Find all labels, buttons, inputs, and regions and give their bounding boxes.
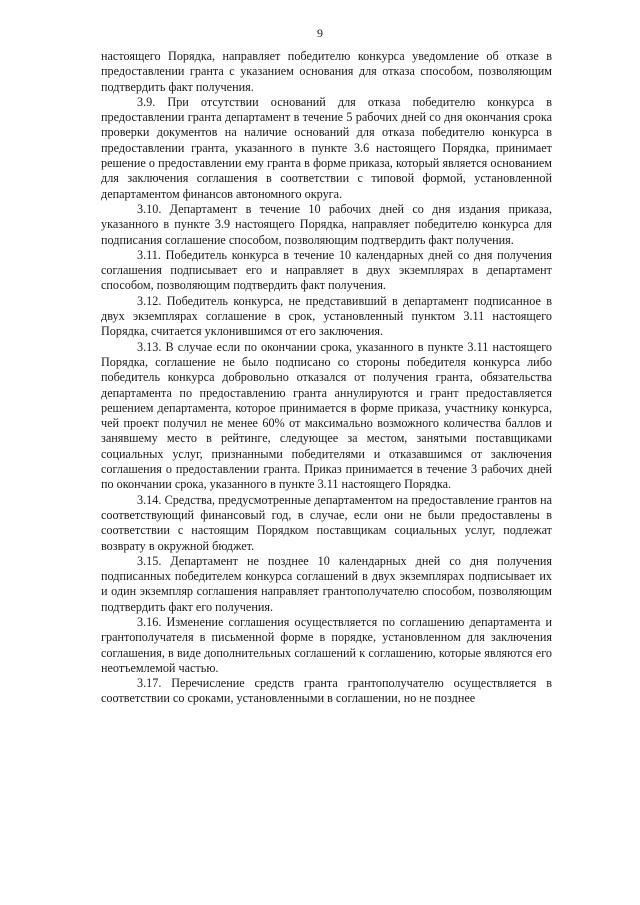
paragraph: 3.12. Победитель конкурса, не представивший в департамент подписанное в двух экземплярах соглашение в срок, установленный пунктом 3.11 настоящего Порядка, считается уклонившимся от его заключения. (101, 293, 552, 339)
paragraph: 3.9. При отсутствии оснований для отказа победителю конкурса в предоставлении гранта департамент в течение 5 рабочих дней со дня окончания срока проверки документов на наличие оснований для отказа победителю конкурса в предоставлении гранта, указанного в пункте 3.6 настоящего Порядка, принимает решение о предоставлении ему гранта в форме приказа, который является основанием для заключения соглашения в соответствии с типовой формой, установленной департаментом финансов автономного округа. (101, 94, 552, 201)
page-number: 9 (317, 26, 323, 40)
paragraph: 3.14. Средства, предусмотренные департаментом на предоставление грантов на соответствующий финансовый год, в случае, если они не были предоставлены в соответствии с настоящим Порядком поставщикам социальных услуг, подлежат возврату в окружной бюджет. (101, 492, 552, 553)
document-body (101, 49, 552, 707)
paragraph: 3.10. Департамент в течение 10 рабочих дней со дня издания приказа, указанного в пункте 3.9 настоящего Порядка, направляет победителю конкурса для подписания соглашение способом, позволяющим подтвердить факт получения. (101, 201, 552, 247)
paragraph: 3.11. Победитель конкурса в течение 10 календарных дней со дня получения соглашения подписывает его и направляет в двух экземплярах в департамент способом, позволяющим подтвердить факт получения. (101, 247, 552, 293)
paragraph: 3.15. Департамент не позднее 10 календарных дней со дня получения подписанных победителем конкурса соглашений в двух экземплярах подписывает их и один экземпляр соглашения направляет грантополучателю способом, позволяющим подтвердить факт его получения. (101, 553, 552, 614)
paragraph: 3.16. Изменение соглашения осуществляется по соглашению департамента и грантополучателя в письменной форме в порядке, установленном для заключения соглашения, в виде дополнительных соглашений к соглашению, которые являются его неотъемлемой частью. (101, 614, 552, 675)
paragraph: 3.13. В случае если по окончании срока, указанного в пункте 3.11 настоящего Порядка, соглашение не было подписано со стороны победителя конкурса либо победитель конкурса добровольно отказался от получения гранта, обязательства департамента по предоставлению гранта аннулируются и грант предоставляется решением департамента, которое принимается в форме приказа, участнику конкурса, чей проект получил не менее 60% от максимально возможного количества баллов и занявшему место в рейтинге, следующее за местом, занятыми поставщиками социальных услуг, признанными победителями и отказавшимся от заключения соглашения о предоставлении гранта. Приказ принимается в течение 3 рабочих дней по окончании срока, указанного в пункте 3.11 настоящего Порядка. (101, 339, 552, 492)
paragraph: настоящего Порядка, направляет победителю конкурса уведомление об отказе в предоставлении гранта с указанием основания для отказа способом, позволяющим подтвердить факт получения. (101, 49, 552, 94)
paragraph: 3.17. Перечисление средств гранта грантополучателю осуществляется в соответствии со сроками, установленными в соглашении, но не позднее (101, 676, 552, 706)
